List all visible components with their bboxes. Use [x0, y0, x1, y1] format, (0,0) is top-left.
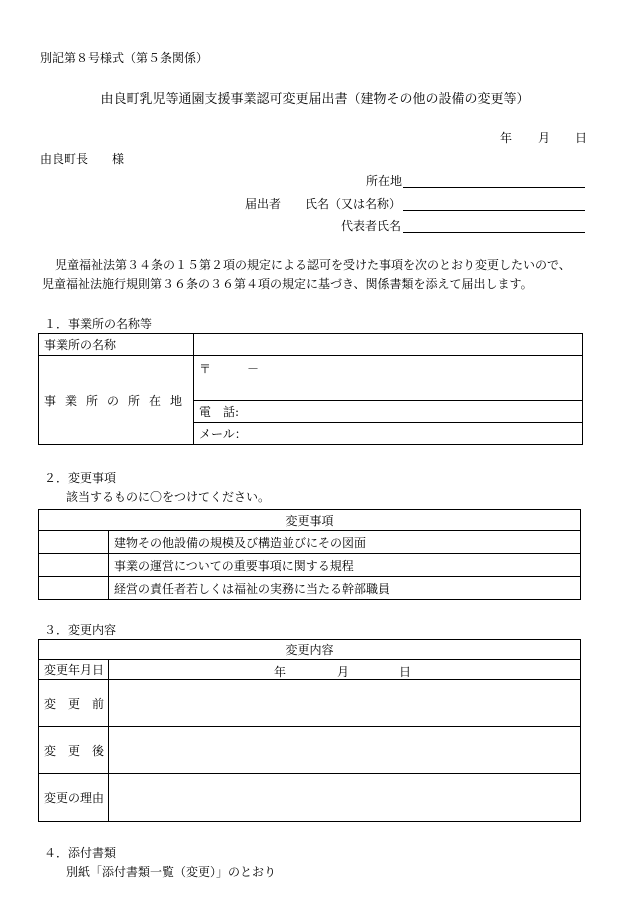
section4-text: 別紙「添付書類一覧（変更）」のとおり — [66, 865, 277, 879]
facility-name-label: 事業所の名称 — [39, 334, 194, 356]
reason-cell[interactable] — [109, 774, 581, 822]
reason-label: 変更の理由 — [39, 774, 109, 822]
date-year: 年 — [500, 131, 513, 145]
name-line[interactable] — [403, 210, 585, 211]
change-content-table — [38, 639, 581, 822]
date-day: 日 — [575, 131, 588, 145]
section2-heading: ２．変更事項 — [44, 471, 117, 485]
change-item-mark-2[interactable] — [39, 554, 109, 577]
body-text-line1: 児童福祉法第３４条の１５第２項の規定による認可を受けた事項を次のとおり変更したいので、 — [55, 258, 571, 272]
facility-name-cell[interactable] — [194, 334, 583, 356]
rep-label: 代表者氏名 — [341, 219, 402, 233]
change-date-year: 年 — [274, 665, 287, 679]
change-item-mark-1[interactable] — [39, 531, 109, 554]
rep-line[interactable] — [403, 232, 585, 233]
change-item-1: 建物その他設備の規模及び構造並びにその図面 — [109, 531, 581, 554]
applicant-label: 届出者 — [245, 197, 282, 211]
change-item-2: 事業の運営についての重要事項に関する規程 — [109, 554, 581, 577]
change-item-mark-3[interactable] — [39, 577, 109, 600]
change-content-header: 変更内容 — [39, 640, 581, 660]
change-items-table — [38, 509, 581, 600]
section1-heading: １．事業所の名称等 — [44, 317, 153, 331]
section3-heading: ３．変更内容 — [44, 623, 117, 637]
postal-cell[interactable] — [194, 356, 583, 401]
address-line[interactable] — [403, 187, 585, 188]
date-month: 月 — [538, 131, 551, 145]
section4-heading: ４．添付書類 — [44, 846, 117, 860]
address-label: 所在地 — [366, 174, 403, 188]
facility-table — [38, 333, 583, 445]
name-label: 氏名（又は名称） — [305, 197, 402, 211]
postal-mark: 〒 － — [199, 362, 260, 376]
change-date-cell[interactable] — [109, 660, 581, 680]
page-title: 由良町乳児等通園支援事業認可変更届出書（建物その他の設備の変更等） — [100, 92, 530, 107]
before-cell[interactable] — [109, 680, 581, 727]
facility-location-label: 事業所の所在地 — [39, 356, 194, 445]
addressee: 由良町長 様 — [40, 152, 125, 166]
phone-cell[interactable] — [194, 401, 583, 423]
after-label: 変 更 後 — [39, 727, 109, 774]
change-date-month: 月 — [337, 665, 350, 679]
before-label: 変 更 前 — [39, 680, 109, 727]
body-text-line2: 児童福祉法施行規則第３６条の３６第４項の規定に基づき、関係書類を添えて届出します。 — [42, 277, 533, 291]
email-cell[interactable] — [194, 423, 583, 445]
after-cell[interactable] — [109, 727, 581, 774]
change-date-day: 日 — [399, 665, 412, 679]
change-date-label: 変更年月日 — [39, 660, 109, 680]
change-item-3: 経営の責任者若しくは福祉の実務に当たる幹部職員 — [109, 577, 581, 600]
section2-instruction: 該当するものに〇をつけてください。 — [66, 490, 271, 504]
phone-label: 電 話: — [199, 405, 240, 419]
email-label: メール： — [199, 427, 247, 441]
form-number: 別記第８号様式（第５条関係） — [40, 51, 209, 65]
change-items-header: 変更事項 — [39, 510, 581, 531]
